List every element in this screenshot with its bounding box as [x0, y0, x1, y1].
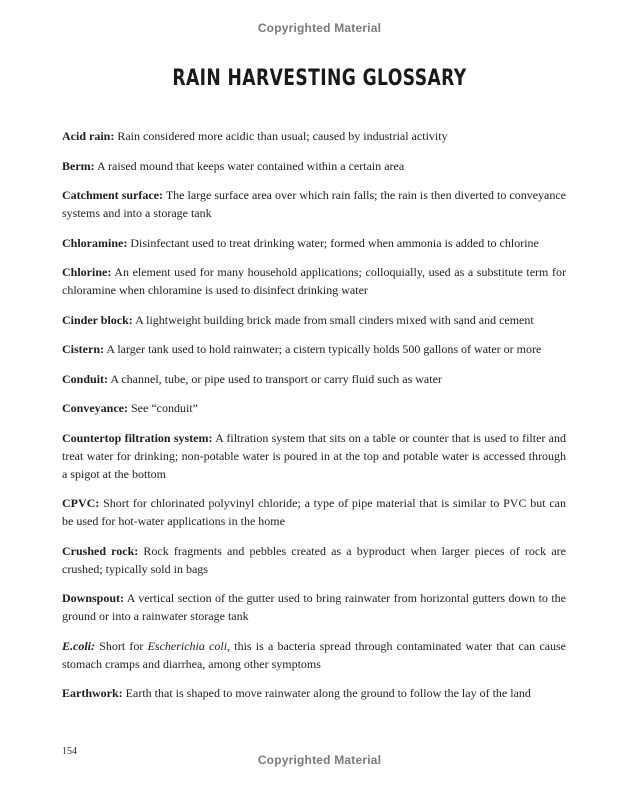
glossary-definition: The large surface area over which rain falls; the rain is then diverted to conveyance systems and into a storage tank — [62, 188, 566, 220]
glossary-term: Crushed rock: — [62, 543, 139, 558]
glossary-definition: Rock fragments and pebbles created as a byproduct when larger pieces of rock are crushed; typically sold in bags — [62, 543, 566, 576]
glossary-term: E.coli: — [62, 638, 95, 653]
glossary-entry-cinder-block — [62, 311, 566, 329]
glossary-definition: Disinfectant used to treat drinking water; formed when ammonia is added to chlorine — [127, 235, 539, 250]
glossary-entry-acid-rain — [62, 127, 566, 145]
glossary-term: Chlorine: — [62, 265, 112, 279]
glossary-entry-ecoli — [62, 637, 566, 673]
glossary-term: Conduit: — [62, 371, 109, 386]
glossary-entry-countertop-filtration-system — [62, 429, 566, 483]
glossary-entry-berm — [62, 157, 566, 175]
glossary-definition: A raised mound that keeps water contained within a certain area — [94, 158, 405, 173]
glossary-term: CPVC: — [62, 496, 100, 510]
glossary-entry-downspout — [62, 589, 566, 625]
glossary-entry-cpvc — [62, 494, 566, 530]
glossary-definition: A larger tank used to hold rainwater; a cistern typically holds 500 gallons of water or more — [104, 342, 542, 356]
glossary-entry-cistern — [62, 340, 566, 358]
glossary-term: Earthwork: — [62, 686, 123, 700]
page-title: RAIN HARVESTING GLOSSARY — [172, 66, 467, 91]
glossary-definition: Earth that is shaped to move rainwater along the ground to follow the lay of the land — [122, 686, 531, 700]
glossary-entry-conduit — [62, 370, 566, 388]
glossary-term: Acid rain: — [62, 129, 115, 143]
glossary-term: Berm: — [62, 158, 95, 173]
glossary-definition: A vertical section of the gutter used to bring rainwater from horizontal gutters down to the ground or into a rainwater storage tank — [62, 591, 566, 623]
glossary-definition: See “conduit” — [128, 401, 198, 415]
page-number: 154 — [62, 746, 77, 757]
glossary-definition: Rain considered more acidic than usual; caused by industrial activity — [114, 129, 448, 143]
glossary-term: Downspout: — [62, 591, 125, 605]
glossary-term: Cinder block: — [62, 312, 133, 327]
glossary-definition-tail: , this is a bacteria spread through contaminated water that can cause stomach cramps and diarrhea, among other symptoms — [62, 638, 566, 671]
glossary-term: Cistern: — [62, 342, 104, 356]
glossary-definition: A lightweight building brick made from small cinders mixed with sand and cement — [132, 312, 534, 327]
glossary-term: Conveyance: — [62, 401, 128, 415]
glossary-list — [62, 127, 566, 702]
glossary-term: Countertop filtration system: — [62, 430, 213, 445]
glossary-entry-earthwork — [62, 684, 566, 702]
glossary-entry-catchment-surface — [62, 186, 566, 222]
glossary-entry-chloramine — [62, 234, 566, 252]
glossary-definition-lead: Short for — [95, 638, 148, 653]
copyright-watermark-top: Copyrighted Material — [257, 21, 382, 35]
glossary-term: Chloramine: — [62, 235, 128, 250]
glossary-term: Catchment surface: — [62, 188, 164, 202]
glossary-definition: A filtration system that sits on a table or counter that is used to filter and treat water for drinking; non-potable water is poured in at the top and potable water is accessed through a spigot at the bottom — [62, 430, 567, 481]
glossary-definition-italic: Escherichia coli — [147, 638, 228, 653]
glossary-definition: A channel, tube, or pipe used to transport or carry fluid such as water — [108, 371, 442, 386]
glossary-entry-crushed-rock — [62, 542, 566, 578]
glossary-entry-chlorine — [62, 263, 566, 299]
copyright-watermark-bottom: Copyrighted Material — [257, 753, 382, 767]
glossary-definition: An element used for many household applications; colloquially, used as a substitute term for chloramine when chloramine is used to disinfect drinking water — [62, 265, 566, 297]
glossary-definition: Short for chlorinated polyvinyl chloride; a type of pipe material that is similar to PVC but can be used for hot-water applications in the home — [62, 496, 566, 528]
glossary-entry-conveyance — [62, 399, 566, 417]
